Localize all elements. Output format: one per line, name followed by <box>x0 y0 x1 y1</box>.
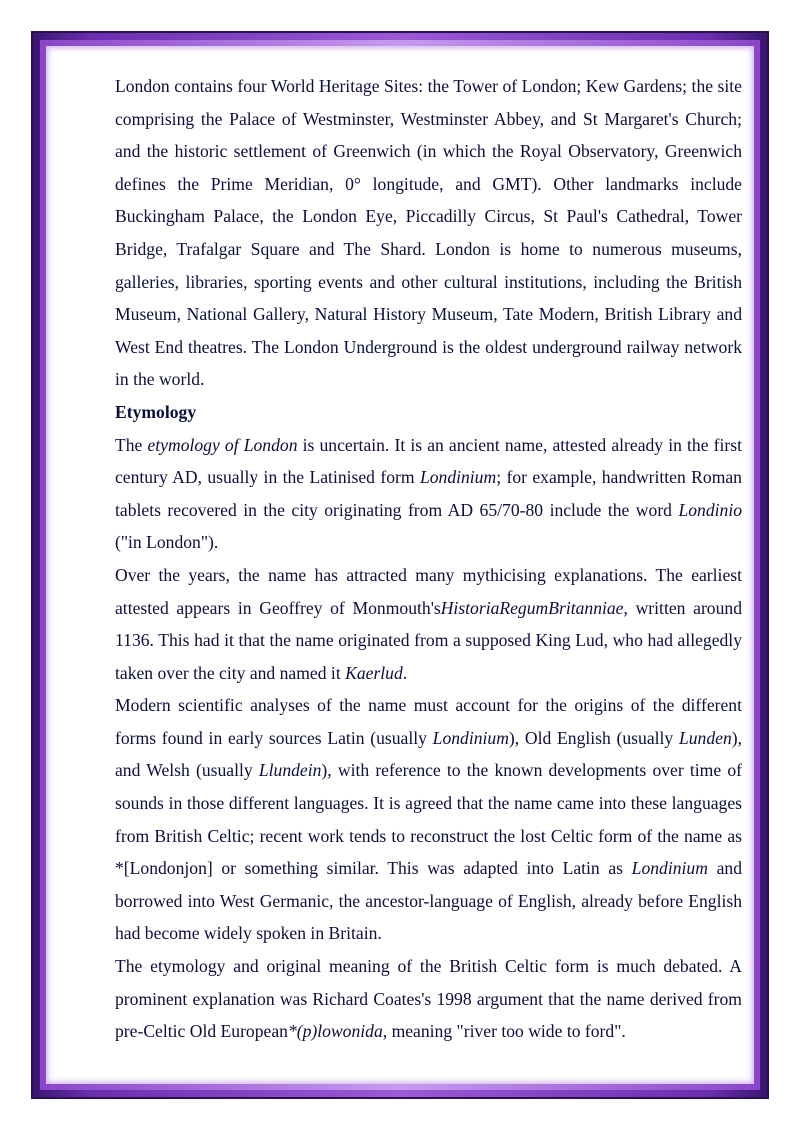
paragraph-scientific-analyses: Modern scientific analyses of the name must account for the origins of the different forms found in early sources Latin (usually Londinium), Old English (usually Lunden), and Welsh (usually Llundein), with reference to the known developments over time of sounds in those different languages. It is agreed that the name came into these languages from British Celtic; recent work tends to reconstruct the lost Celtic form of the name as *[Londonjon] or something similar. This was adapted into Latin as Londinium and borrowed into West Germanic, the ancestor-language of English, already before English had become widely spoken in Britain. <box>115 695 742 944</box>
paragraph-world-heritage: London contains four World Heritage Sites: the Tower of London; Kew Gardens; the site comprising the Palace of Westminster, Westminster Abbey, and St Margaret's Church; and the historic settlement of Greenwich (in which the Royal Observatory, Greenwich defines the Prime Meridian, 0° longitude, and GMT). Other landmarks include Buckingham Palace, the London Eye, Piccadilly Circus, St Paul's Cathedral, Tower Bridge, Trafalgar Square and The Shard. London is home to numerous museums, galleries, libraries, sporting events and other cultural institutions, including the British Museum, National Gallery, Natural History Museum, Tate Modern, British Library and West End theatres. The London Underground is the oldest underground railway network in the world. <box>115 76 742 390</box>
paragraph-celtic-form: The etymology and original meaning of the British Celtic form is much debated. A prominent explanation was Richard Coates's 1998 argument that the name derived from pre-Celtic Old European*(p)lowonida, meaning "river too wide to ford". <box>115 956 742 1042</box>
paragraph-mythicising: Over the years, the name has attracted many mythicising explanations. The earliest attested appears in Geoffrey of Monmouth'sHistoriaRegumBritanniae, written around 1136. This had it that the name originated from a supposed King Lud, who had allegedly taken over the city and named it Kaerlud. <box>115 564 742 683</box>
paragraph-etymology-intro: The etymology of London is uncertain. It is an ancient name, attested already in the first century AD, usually in the Latinised form Londinium; for example, handwritten Roman tablets recovered in the city originating from AD 65/70-80 include the word Londinio ("in London"). <box>115 434 742 553</box>
section-heading-etymology: Etymology <box>115 401 197 422</box>
document-body <box>115 70 742 1048</box>
